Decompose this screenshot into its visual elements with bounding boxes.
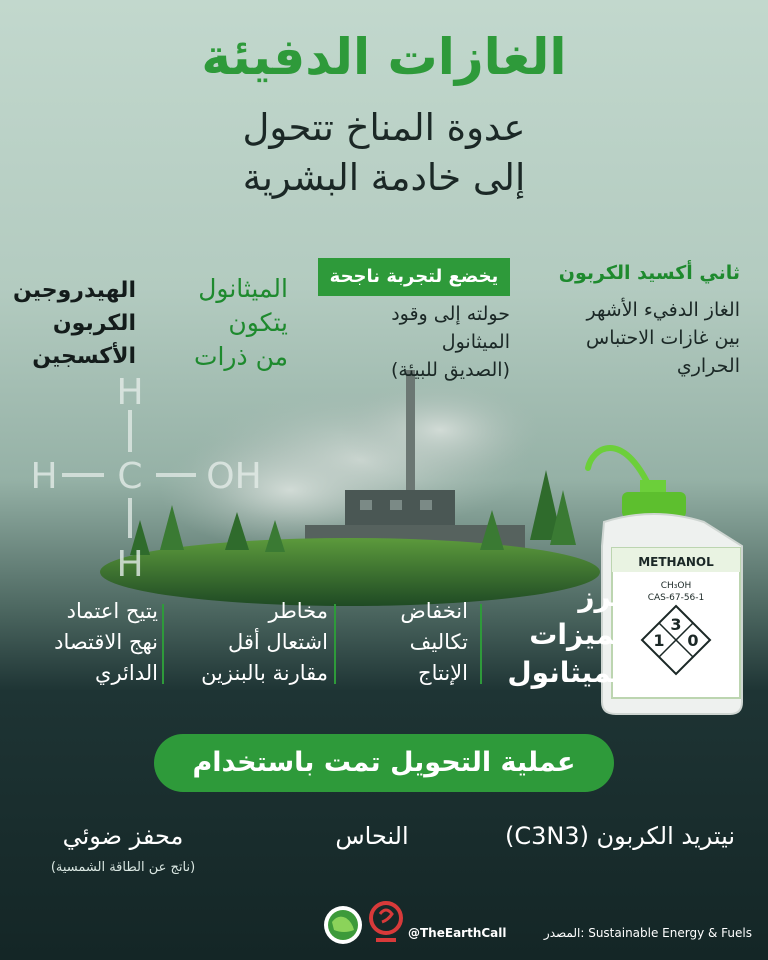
methanol-structural-formula xyxy=(20,370,290,590)
feature-lower-cost-line1: انخفاض xyxy=(400,599,468,623)
feature-circular-economy-line1: يتيح اعتماد xyxy=(66,599,158,623)
element-carbon: الكربون xyxy=(52,311,136,336)
catalyst-photocatalyst-note: (ناتج عن الطاقة الشمسية) xyxy=(50,860,196,875)
co2-line2: بين غازات الاحتباس xyxy=(586,327,740,349)
formula-h-bottom: H xyxy=(116,544,144,585)
trial-badge: يخضع لتجربة ناجحة xyxy=(318,258,510,296)
element-oxygen: الأكسجين xyxy=(32,344,136,369)
features-title-line3: الميثانول xyxy=(507,656,632,689)
feature-divider xyxy=(334,604,336,684)
bottle-formula: CH₃OH xyxy=(660,581,692,591)
feature-circular-economy xyxy=(14,596,158,689)
headline-subtitle-line2: إلى خادمة البشرية xyxy=(242,156,526,199)
al-ain-logo-icon xyxy=(368,900,404,946)
catalyst-copper: النحاس xyxy=(335,822,409,850)
methanol-atoms-line1: الميثانول xyxy=(198,274,288,303)
trial-description xyxy=(318,300,510,384)
social-handle: @TheEarthCall xyxy=(408,926,507,940)
hazard-right: 0 xyxy=(687,631,699,650)
co2-line3: الحراري xyxy=(676,355,740,377)
feature-lower-cost-line3: الإنتاج xyxy=(418,661,468,685)
features-title-line1: أبرز xyxy=(578,580,632,613)
bottle-label: METHANOL xyxy=(638,555,714,569)
headline-subtitle-line1: عدوة المناخ تتحول xyxy=(242,106,526,149)
feature-lower-flammability-line3: مقارنة بالبنزين xyxy=(201,661,328,685)
feature-lower-cost-line2: تكاليف xyxy=(409,630,468,654)
headline-title: الغازات الدفيئة xyxy=(201,28,567,86)
catalyst-photocatalyst: محفز ضوئي xyxy=(62,822,184,850)
elements-list xyxy=(10,274,136,373)
co2-description xyxy=(520,296,740,380)
element-hydrogen: الهيدروجين xyxy=(13,278,136,303)
conversion-banner: عملية التحويل تمت باستخدام xyxy=(154,734,614,792)
feature-divider xyxy=(162,604,164,684)
trial-line1: حولته إلى وقود xyxy=(391,303,510,325)
formula-oh: OH xyxy=(206,456,262,497)
hazard-left: 1 xyxy=(653,631,665,650)
features-title xyxy=(502,578,632,692)
feature-circular-economy-line3: الدائري xyxy=(95,661,158,685)
feature-divider xyxy=(480,604,482,684)
catalyst-carbon-nitride: نيتريد الكربون (C3N3) xyxy=(504,822,736,850)
feature-circular-economy-line2: نهج الاقتصاد xyxy=(54,630,158,654)
feature-lower-flammability xyxy=(168,596,328,689)
trial-line2: الميثانول xyxy=(441,331,510,353)
bottle-cas: CAS-67-56-1 xyxy=(647,593,705,603)
formula-h-left: H xyxy=(30,456,58,497)
co2-line1: الغاز الدفيء الأشهر xyxy=(586,299,740,321)
trial-line3: (الصديق للبيئة) xyxy=(391,359,510,381)
methanol-atoms-line3: من ذرات xyxy=(193,342,288,371)
methanol-atoms-line2: يتكون xyxy=(228,308,288,337)
source-credit: المصدر: Sustainable Energy & Fuels xyxy=(543,926,752,940)
formula-h-top: H xyxy=(116,372,144,413)
feature-lower-cost xyxy=(340,596,468,689)
feature-lower-flammability-line1: مخاطر xyxy=(268,599,328,623)
methanol-atoms-text xyxy=(150,272,288,374)
hazard-top: 3 xyxy=(670,615,682,634)
features-title-line2: مميزات xyxy=(529,618,632,651)
feature-lower-flammability-line2: اشتعال أقل xyxy=(227,630,328,654)
earth-call-logo-icon xyxy=(322,904,364,946)
formula-c: C xyxy=(117,456,143,497)
co2-title: ثاني أكسيد الكربون xyxy=(558,262,740,284)
